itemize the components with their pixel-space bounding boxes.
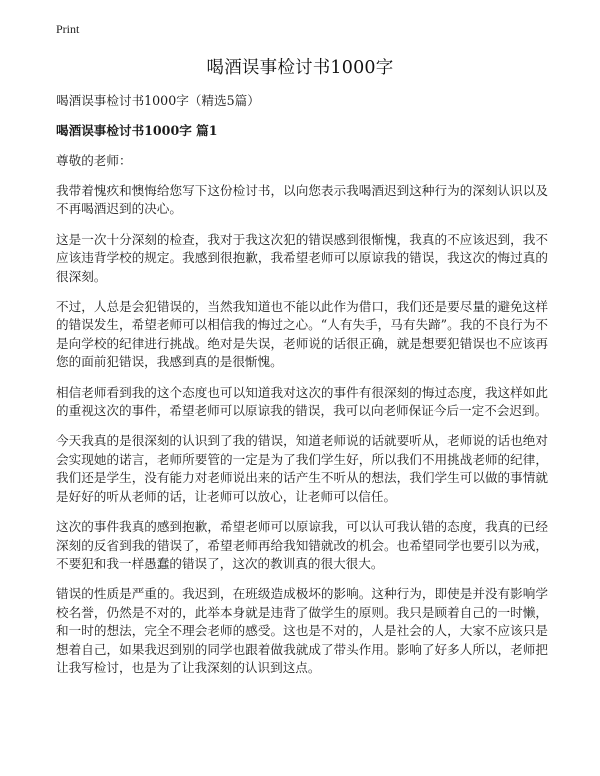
print-link[interactable]: Print bbox=[56, 22, 80, 36]
document-body bbox=[56, 92, 548, 689]
paragraph: 不过，人总是会犯错误的，当然我知道也不能以此作为借口，我们还是要尽量的避免这样的错误发生，希望老师可以相信我的悔过之心。“人有失手，马有失蹄”。我的不良行为不是向学校的纪律进行挑战。绝对是失误，老师说的话很正确，就是想要犯错误也不应该再您的面前犯错误，我感到真的是很惭愧。 bbox=[56, 299, 548, 370]
paragraph: 这是一次十分深刻的检查，我对于我这次犯的错误感到很惭愧，我真的不应该迟到，我不应该违背学校的规定。我感到很抱歉，我希望老师可以原谅我的错误，我这次的悔过真的很深刻。 bbox=[56, 231, 548, 284]
paragraph: 这次的事件我真的感到抱歉，希望老师可以原谅我，可以认可我认错的态度，我真的已经深刻的反省到我的错误了，希望老师再给我知错就改的机会。也希望同学也要引以为戒，不要犯和我一样愚蠢的错误了，这次的教训真的很大很大。 bbox=[56, 519, 548, 571]
greeting: 尊敬的老师： bbox=[56, 153, 132, 168]
paragraph: 相信老师看到我的这个态度也可以知道我对这次的事件有很深刻的悔过态度，我这样如此的重视这次的事件，希望老师可以原谅我的错误，我可以向老师保证今后一定不会迟到。 bbox=[56, 384, 548, 419]
paragraph: 错误的性质是严重的。我迟到，在班级造成极坏的影响。这种行为，即使是并没有影响学校名誉，仍然是不对的，此举本身就是违背了做学生的原则。我只是顾着自己的一时懒，和一时的想法，完全不理会老师的感受。这也是不对的，人是社会的人，大家不应该只是想着自己，如果我迟到别的同学也跟着做我就成了带头作用。影响了好多人所以，老师把让我写检讨，也是为了让我深刻的认识到这点。 bbox=[56, 586, 548, 675]
document-subtitle: 喝酒误事检讨书1000字（精选5篇） bbox=[56, 93, 260, 108]
document-title: 喝酒误事检讨书1000字 bbox=[206, 58, 394, 78]
paragraph: 我带着愧疚和懊悔给您写下这份检讨书，以向您表示我喝酒迟到这种行为的深刻认识以及不再喝酒迟到的决心。 bbox=[56, 183, 548, 217]
section-heading: 喝酒误事检讨书1000字 篇1 bbox=[56, 123, 218, 138]
paragraph: 今天我真的是很深刻的认识到了我的错误，知道老师说的话就要听从，老师说的话也绝对会实现她的诺言，老师所要管的一定是为了我们学生好，所以我们不用挑战老师的纪律，我们还是学生，没有能力对老师说出来的话产生不听从的想法，我们学生可以做的事情就是好好的听从老师的话，让老师可以放心，让老师可以信任。 bbox=[56, 433, 548, 504]
